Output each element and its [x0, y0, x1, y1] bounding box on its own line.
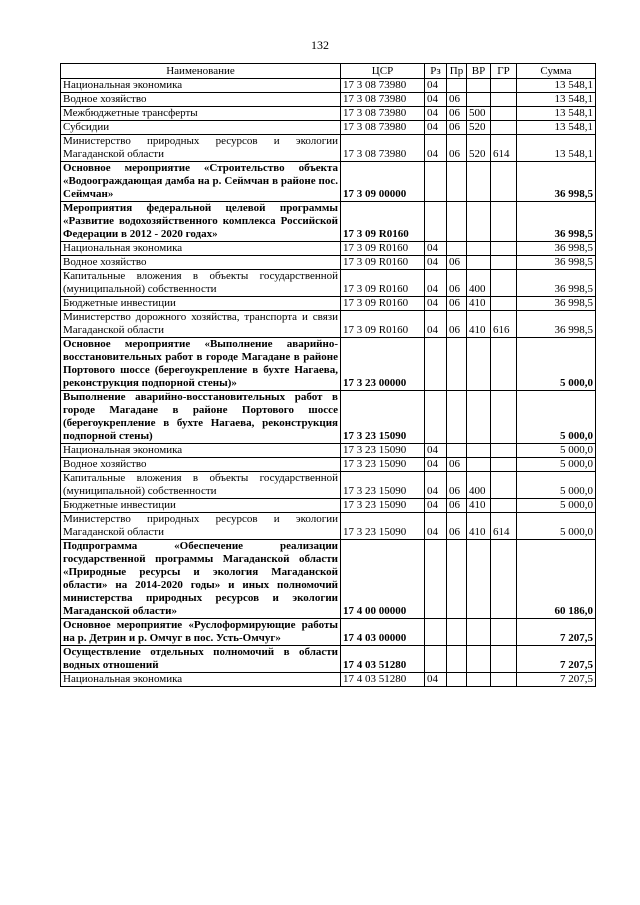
row-sum-cell: 13 548,1 — [517, 121, 596, 135]
row-vr-cell — [467, 256, 491, 270]
row-vr-cell: 500 — [467, 107, 491, 121]
row-gr-cell — [491, 256, 517, 270]
row-vr-cell — [467, 444, 491, 458]
row-sum-cell: 36 998,5 — [517, 256, 596, 270]
table-row — [61, 107, 596, 121]
row-sum-cell: 36 998,5 — [517, 297, 596, 311]
row-pr-cell: 06 — [447, 499, 467, 513]
table-row — [61, 256, 596, 270]
row-sum-cell: 13 548,1 — [517, 93, 596, 107]
row-gr-cell — [491, 472, 517, 499]
row-name-cell: Водное хозяйство — [61, 458, 341, 472]
row-name-cell: Основное мероприятие «Выполнение аварийно-восстановительных работ в городе Магадане в районе Портового шоссе (берегоукрепление в бухте Нагаева, реконструкция подпорной стены)» — [61, 338, 341, 391]
row-rz-cell: 04 — [425, 135, 447, 162]
column-header-sum: Сумма — [517, 64, 596, 79]
row-vr-cell: 400 — [467, 472, 491, 499]
row-rz-cell: 04 — [425, 121, 447, 135]
page-number: 132 — [311, 38, 329, 52]
row-pr-cell: 06 — [447, 107, 467, 121]
row-pr-cell — [447, 202, 467, 242]
row-pr-cell — [447, 391, 467, 444]
row-sum-cell: 36 998,5 — [517, 162, 596, 202]
table-row — [61, 121, 596, 135]
row-csr-cell: 17 3 09 R0160 — [341, 270, 425, 297]
row-name-cell: Основное мероприятие «Руслоформирующие работы на р. Детрин и р. Омчуг в пос. Усть-Омчуг» — [61, 619, 341, 646]
row-vr-cell: 410 — [467, 513, 491, 540]
row-name-cell: Министерство дорожного хозяйства, транспорта и связи Магаданской области — [61, 311, 341, 338]
row-pr-cell: 06 — [447, 270, 467, 297]
row-rz-cell: 04 — [425, 458, 447, 472]
row-name-cell: Министерство природных ресурсов и экологии Магаданской области — [61, 513, 341, 540]
row-name-cell: Мероприятия федеральной целевой программы «Развитие водохозяйственного комплекса Российской Федерации в 2012 - 2020 годах» — [61, 202, 341, 242]
table-row — [61, 499, 596, 513]
row-csr-cell: 17 4 03 51280 — [341, 646, 425, 673]
row-name-cell: Межбюджетные трансферты — [61, 107, 341, 121]
row-pr-cell — [447, 242, 467, 256]
row-rz-cell — [425, 619, 447, 646]
row-sum-cell: 13 548,1 — [517, 135, 596, 162]
row-gr-cell — [491, 107, 517, 121]
table-row — [61, 619, 596, 646]
table-row — [61, 297, 596, 311]
row-name-cell: Капитальные вложения в объекты государственной (муниципальной) собственности — [61, 270, 341, 297]
column-header-vr: ВР — [467, 64, 491, 79]
row-csr-cell: 17 3 09 R0160 — [341, 242, 425, 256]
row-name-cell: Бюджетные инвестиции — [61, 297, 341, 311]
row-vr-cell — [467, 619, 491, 646]
row-csr-cell: 17 3 23 00000 — [341, 338, 425, 391]
row-sum-cell: 36 998,5 — [517, 270, 596, 297]
row-sum-cell: 5 000,0 — [517, 338, 596, 391]
row-csr-cell: 17 4 03 00000 — [341, 619, 425, 646]
column-header-pr: Пр — [447, 64, 467, 79]
row-sum-cell: 36 998,5 — [517, 242, 596, 256]
row-sum-cell: 7 207,5 — [517, 646, 596, 673]
row-sum-cell: 7 207,5 — [517, 619, 596, 646]
row-vr-cell — [467, 673, 491, 687]
row-pr-cell — [447, 338, 467, 391]
row-pr-cell: 06 — [447, 297, 467, 311]
table-header-row — [61, 64, 596, 79]
row-rz-cell: 04 — [425, 93, 447, 107]
row-rz-cell: 04 — [425, 499, 447, 513]
row-gr-cell — [491, 162, 517, 202]
table-row — [61, 646, 596, 673]
row-gr-cell — [491, 338, 517, 391]
row-csr-cell: 17 4 00 00000 — [341, 540, 425, 619]
row-gr-cell — [491, 444, 517, 458]
row-sum-cell: 5 000,0 — [517, 499, 596, 513]
row-pr-cell — [447, 444, 467, 458]
row-vr-cell — [467, 458, 491, 472]
row-vr-cell — [467, 162, 491, 202]
row-vr-cell: 410 — [467, 311, 491, 338]
row-sum-cell: 13 548,1 — [517, 107, 596, 121]
row-csr-cell: 17 3 08 73980 — [341, 121, 425, 135]
row-gr-cell — [491, 79, 517, 93]
row-rz-cell — [425, 646, 447, 673]
table-row — [61, 162, 596, 202]
row-name-cell: Национальная экономика — [61, 444, 341, 458]
row-vr-cell — [467, 202, 491, 242]
row-gr-cell — [491, 270, 517, 297]
row-pr-cell — [447, 673, 467, 687]
row-name-cell: Бюджетные инвестиции — [61, 499, 341, 513]
row-gr-cell: 616 — [491, 311, 517, 338]
row-rz-cell: 04 — [425, 311, 447, 338]
row-csr-cell: 17 3 23 15090 — [341, 391, 425, 444]
row-gr-cell — [491, 242, 517, 256]
row-vr-cell — [467, 93, 491, 107]
row-csr-cell: 17 4 03 51280 — [341, 673, 425, 687]
row-gr-cell — [491, 619, 517, 646]
row-name-cell: Капитальные вложения в объекты государственной (муниципальной) собственности — [61, 472, 341, 499]
row-rz-cell — [425, 338, 447, 391]
row-rz-cell: 04 — [425, 513, 447, 540]
row-csr-cell: 17 3 08 73980 — [341, 93, 425, 107]
row-csr-cell: 17 3 09 R0160 — [341, 256, 425, 270]
row-gr-cell — [491, 458, 517, 472]
row-rz-cell: 04 — [425, 297, 447, 311]
row-sum-cell: 36 998,5 — [517, 311, 596, 338]
row-rz-cell — [425, 540, 447, 619]
row-name-cell: Министерство природных ресурсов и экологии Магаданской области — [61, 135, 341, 162]
row-gr-cell — [491, 391, 517, 444]
table-row — [61, 391, 596, 444]
row-csr-cell: 17 3 23 15090 — [341, 472, 425, 499]
row-vr-cell: 400 — [467, 270, 491, 297]
row-csr-cell: 17 3 09 R0160 — [341, 202, 425, 242]
row-rz-cell — [425, 391, 447, 444]
row-pr-cell: 06 — [447, 121, 467, 135]
row-vr-cell — [467, 391, 491, 444]
row-name-cell: Выполнение аварийно-восстановительных работ в городе Магадане в районе Портового шоссе (берегоукрепление в бухте Нагаева, реконструкция подпорной стены) — [61, 391, 341, 444]
row-name-cell: Подпрограмма «Обеспечение реализации государственной программы Магаданской области «Природные ресурсы и экология Магаданской области» на 2014-2020 годы» и иных полномочий министерства природных ресурсов и экологии Магаданской области» — [61, 540, 341, 619]
row-name-cell: Водное хозяйство — [61, 93, 341, 107]
row-name-cell: Национальная экономика — [61, 79, 341, 93]
row-gr-cell — [491, 297, 517, 311]
row-csr-cell: 17 3 23 15090 — [341, 513, 425, 540]
column-header-csr: ЦСР — [341, 64, 425, 79]
table-row — [61, 458, 596, 472]
row-gr-cell — [491, 202, 517, 242]
table-row — [61, 338, 596, 391]
row-name-cell: Национальная экономика — [61, 673, 341, 687]
row-csr-cell: 17 3 23 15090 — [341, 444, 425, 458]
row-gr-cell: 614 — [491, 135, 517, 162]
row-rz-cell — [425, 202, 447, 242]
table-row — [61, 202, 596, 242]
row-name-cell: Основное мероприятие «Строительство объекта «Водоограждающая дамба на р. Сеймчан в районе пос. Сеймчан» — [61, 162, 341, 202]
row-pr-cell — [447, 540, 467, 619]
row-gr-cell — [491, 93, 517, 107]
row-rz-cell: 04 — [425, 242, 447, 256]
row-gr-cell: 614 — [491, 513, 517, 540]
table-row — [61, 444, 596, 458]
table-row — [61, 135, 596, 162]
row-sum-cell: 5 000,0 — [517, 472, 596, 499]
row-vr-cell: 520 — [467, 121, 491, 135]
row-pr-cell: 06 — [447, 458, 467, 472]
row-pr-cell — [447, 646, 467, 673]
row-sum-cell: 36 998,5 — [517, 202, 596, 242]
row-rz-cell: 04 — [425, 79, 447, 93]
row-rz-cell: 04 — [425, 472, 447, 499]
row-rz-cell: 04 — [425, 444, 447, 458]
row-pr-cell: 06 — [447, 93, 467, 107]
row-sum-cell: 60 186,0 — [517, 540, 596, 619]
row-csr-cell: 17 3 09 R0160 — [341, 297, 425, 311]
row-pr-cell: 06 — [447, 472, 467, 499]
row-gr-cell — [491, 121, 517, 135]
row-pr-cell: 06 — [447, 311, 467, 338]
row-csr-cell: 17 3 09 R0160 — [341, 311, 425, 338]
row-vr-cell: 520 — [467, 135, 491, 162]
row-pr-cell: 06 — [447, 513, 467, 540]
row-vr-cell — [467, 338, 491, 391]
row-sum-cell: 5 000,0 — [517, 444, 596, 458]
row-name-cell: Национальная экономика — [61, 242, 341, 256]
table-row — [61, 311, 596, 338]
row-rz-cell: 04 — [425, 270, 447, 297]
row-name-cell: Субсидии — [61, 121, 341, 135]
row-gr-cell — [491, 499, 517, 513]
budget-table — [60, 63, 596, 687]
row-csr-cell: 17 3 08 73980 — [341, 107, 425, 121]
row-sum-cell: 5 000,0 — [517, 458, 596, 472]
row-gr-cell — [491, 540, 517, 619]
row-csr-cell: 17 3 23 15090 — [341, 499, 425, 513]
table-row — [61, 79, 596, 93]
table-row — [61, 673, 596, 687]
row-sum-cell: 13 548,1 — [517, 79, 596, 93]
table-row — [61, 472, 596, 499]
row-pr-cell: 06 — [447, 135, 467, 162]
row-gr-cell — [491, 646, 517, 673]
row-rz-cell: 04 — [425, 107, 447, 121]
row-rz-cell: 04 — [425, 256, 447, 270]
table-row — [61, 513, 596, 540]
row-vr-cell: 410 — [467, 297, 491, 311]
row-name-cell: Водное хозяйство — [61, 256, 341, 270]
row-pr-cell: 06 — [447, 256, 467, 270]
row-sum-cell: 5 000,0 — [517, 513, 596, 540]
table-row — [61, 270, 596, 297]
row-vr-cell: 410 — [467, 499, 491, 513]
table-row — [61, 242, 596, 256]
column-header-gr: ГР — [491, 64, 517, 79]
row-sum-cell: 7 207,5 — [517, 673, 596, 687]
table-row — [61, 93, 596, 107]
row-csr-cell: 17 3 09 00000 — [341, 162, 425, 202]
row-pr-cell — [447, 79, 467, 93]
row-csr-cell: 17 3 23 15090 — [341, 458, 425, 472]
row-name-cell: Осуществление отдельных полномочий в области водных отношений — [61, 646, 341, 673]
row-csr-cell: 17 3 08 73980 — [341, 135, 425, 162]
row-csr-cell: 17 3 08 73980 — [341, 79, 425, 93]
row-sum-cell: 5 000,0 — [517, 391, 596, 444]
row-vr-cell — [467, 540, 491, 619]
table-row — [61, 540, 596, 619]
row-rz-cell — [425, 162, 447, 202]
row-gr-cell — [491, 673, 517, 687]
row-vr-cell — [467, 646, 491, 673]
column-header-name: Наименование — [61, 64, 341, 79]
row-vr-cell — [467, 79, 491, 93]
row-pr-cell — [447, 619, 467, 646]
row-rz-cell: 04 — [425, 673, 447, 687]
column-header-rz: Рз — [425, 64, 447, 79]
row-vr-cell — [467, 242, 491, 256]
row-pr-cell — [447, 162, 467, 202]
